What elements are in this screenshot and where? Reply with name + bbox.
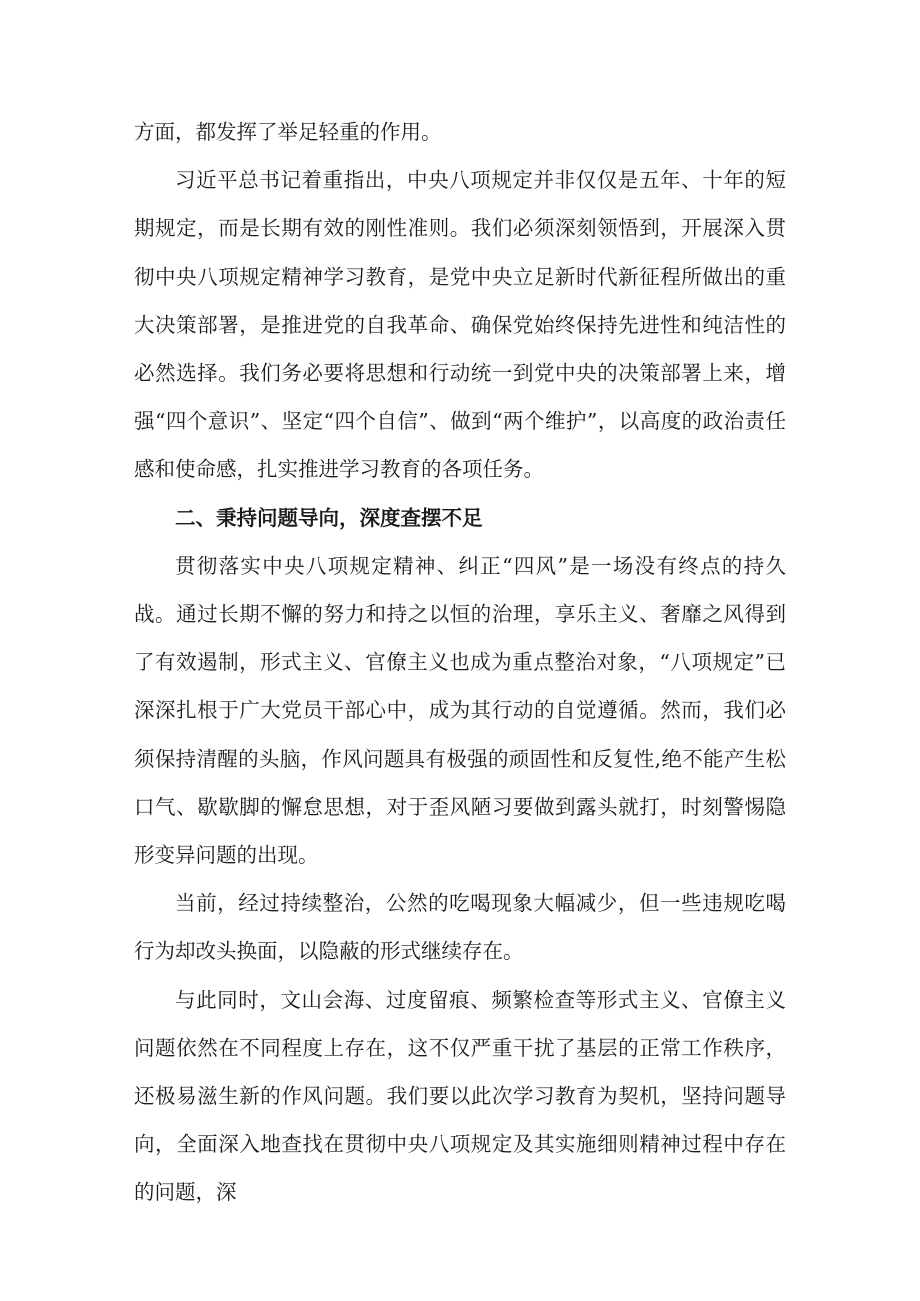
- paragraph-4: 与此同时，文山会海、过度留痕、频繁检查等形式主义、官僚主义问题依然在不同程度上存在，这不仅严重干扰了基层的正常工作秩序，还极易滋生新的作风问题。我们要以此次学习教育为契机，坚持问题导向，全面深入地查找在贯彻中央八项规定及其实施细则精神过程中存在的问题，深: [134, 987, 786, 1205]
- paragraph-1: 习近平总书记着重指出，中央八项规定并非仅仅是五年、十年的短期规定，而是长期有效的刚性准则。我们必须深刻领悟到，开展深入贯彻中央八项规定精神学习教育，是党中央立足新时代新征程所做出的重大决策部署，是推进党的自我革命、确保党始终保持先进性和纯洁性的必然选择。我们务必要将思想和行动统一到党中央的决策部署上来，增强“四个意识”、坚定“四个自信”、做到“两个维护”，以高度的政治责任感和使命感，扎实推进学习教育的各项任务。: [134, 168, 786, 482]
- document-body: [134, 108, 786, 1217]
- section-heading-2: 二、秉持问题导向，深度查摆不足: [175, 505, 483, 530]
- paragraph-continued: 方面，都发挥了举足轻重的作用。: [134, 120, 442, 144]
- paragraph-3: 当前，经过持续整治，公然的吃喝现象大幅减少，但一些违规吃喝行为却改头换面，以隐蔽的形式继续存在。: [134, 891, 786, 964]
- paragraph-2: 贯彻落实中央八项规定精神、纠正“四风”是一场没有终点的持久战。通过长期不懈的努力和持之以恒的治理，享乐主义、奢靡之风得到了有效遏制，形式主义、官僚主义也成为重点整治对象，“八项规定”已深深扎根于广大党员干部心中，成为其行动的自觉遵循。然而，我们必须保持清醒的头脑，作风问题具有极强的顽固性和反复性,绝不能产生松口气、歇歇脚的懈怠思想，对于歪风陋习要做到露头就打，时刻警惕隐形变异问题的出现。: [134, 553, 786, 868]
